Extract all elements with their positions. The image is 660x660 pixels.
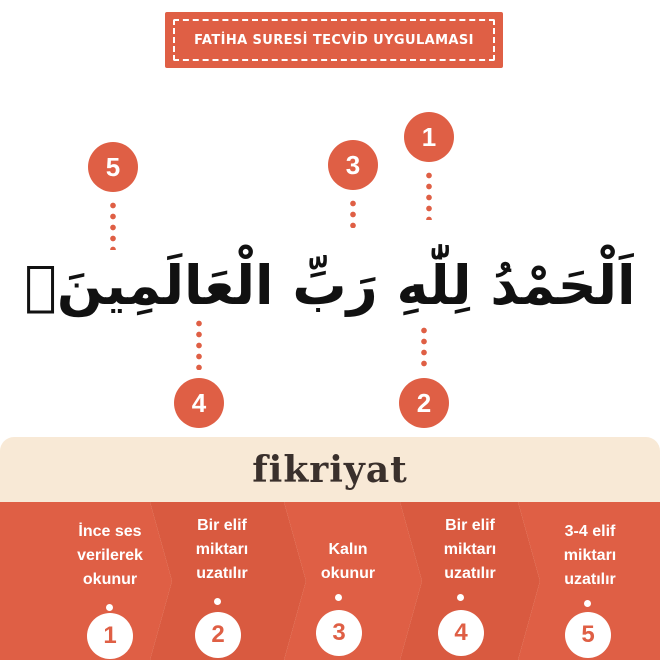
title-banner bbox=[165, 12, 503, 68]
page-title: FATİHA SURESİ TECVİD UYGULAMASI bbox=[194, 32, 474, 48]
marker-2-connector bbox=[421, 325, 427, 371]
rule-5-text: 3-4 elif miktarı uzatılır bbox=[563, 523, 617, 588]
marker-3-label: 3 bbox=[345, 149, 361, 180]
rule-1-dot bbox=[106, 604, 113, 611]
rule-5-number: 5 bbox=[565, 612, 611, 658]
rule-5 bbox=[530, 502, 650, 660]
marker-5-label: 5 bbox=[105, 151, 121, 182]
rule-1-text: İnce ses verilerek okunur bbox=[77, 523, 143, 588]
rule-4-text: Bir elif miktarı uzatılır bbox=[443, 517, 497, 582]
rules-strip bbox=[0, 502, 660, 660]
rule-4-dot bbox=[457, 594, 464, 601]
marker-5 bbox=[88, 142, 138, 192]
rule-4-number: 4 bbox=[438, 610, 484, 656]
marker-4-label: 4 bbox=[191, 387, 207, 418]
marker-2 bbox=[399, 378, 449, 428]
marker-4 bbox=[174, 378, 224, 428]
rule-2-text: Bir elif miktarı uzatılır bbox=[195, 517, 249, 582]
title-dashed-border bbox=[173, 19, 495, 61]
marker-3-connector bbox=[350, 198, 356, 228]
marker-2-label: 2 bbox=[416, 387, 432, 418]
verse-arabic: اَلْحَمْدُ لِلّٰهِ رَبِّ الْعَالَمِينَۙ bbox=[24, 253, 636, 317]
rule-2-number: 2 bbox=[195, 612, 241, 658]
marker-3 bbox=[328, 140, 378, 190]
rule-3-text: Kalın okunur bbox=[320, 541, 376, 582]
rule-3-number: 3 bbox=[316, 610, 362, 656]
rule-5-dot bbox=[584, 600, 591, 607]
rule-1 bbox=[40, 502, 180, 660]
marker-1 bbox=[404, 112, 454, 162]
rule-3-dot bbox=[335, 594, 342, 601]
rule-1-number: 1 bbox=[87, 613, 133, 659]
brand-logo: fikriyat bbox=[252, 449, 408, 491]
rule-3 bbox=[288, 502, 408, 660]
rule-2 bbox=[162, 502, 282, 660]
rule-2-dot bbox=[214, 598, 221, 605]
marker-4-connector bbox=[196, 318, 202, 370]
marker-1-label: 1 bbox=[421, 121, 437, 152]
marker-1-connector bbox=[426, 170, 432, 220]
rule-4 bbox=[410, 502, 530, 660]
